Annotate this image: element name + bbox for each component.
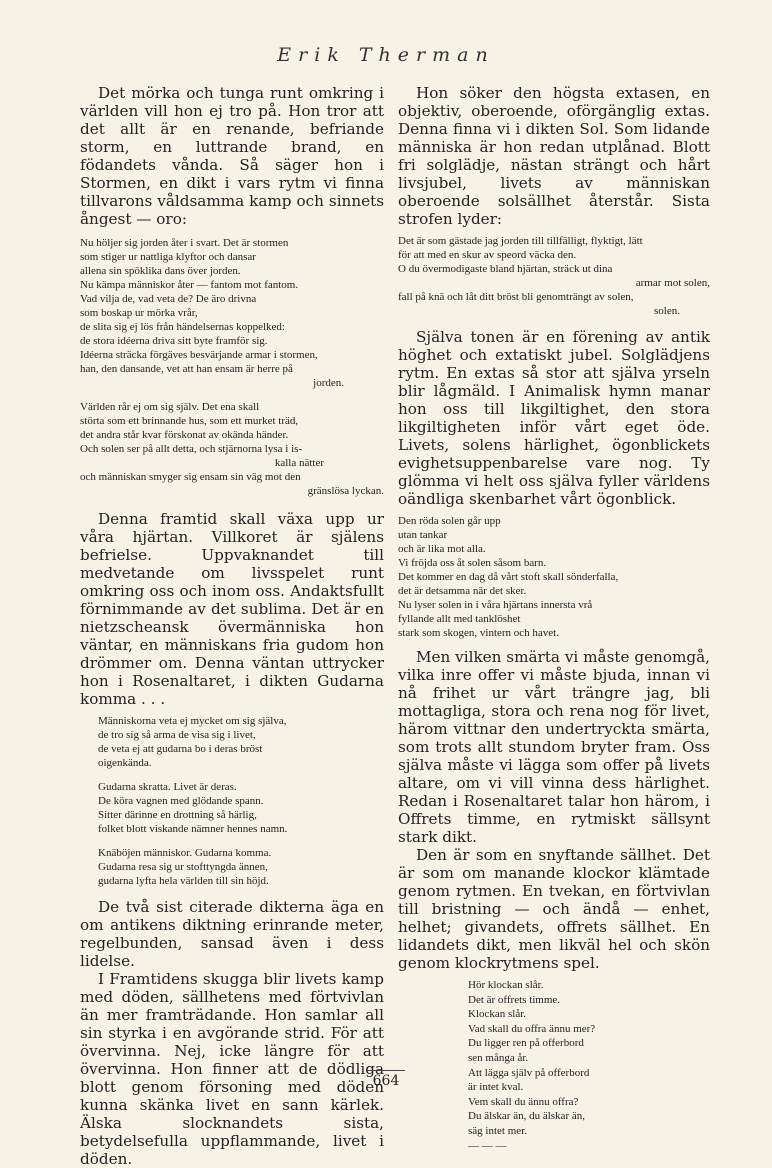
verse-line: säg intet mer. xyxy=(468,1124,527,1137)
running-header: Erik Therman xyxy=(277,44,495,66)
verse-line: Du ligger ren på offerbord xyxy=(468,1037,584,1050)
verse-line: Den röda solen går upp xyxy=(398,515,501,527)
verse-line: O du övermodigaste bland hjärtan, sträck ut dina xyxy=(398,263,613,275)
verse-line: Gudarna resa sig ur stofttyngda ännen, xyxy=(98,861,268,873)
verse-line: han, den dansande, vet att han ensam är herre på xyxy=(80,363,293,375)
verse-line: Det är offrets timme. xyxy=(468,993,561,1006)
verse-line: armar mot solen, xyxy=(635,277,710,289)
paragraph: Den är som en snyftande sällhet. Det är som om manande klockor klämtade genom rytmen. En tvekan, en förtvivlan till bristning — och ändå — enhet, helhet; givandets, offrets sällhet. En lidandets dikt, men likväl hel och skön genom klockrytmens spel. xyxy=(398,846,710,972)
verse-line: Sitter därinne en drottning så härlig, xyxy=(98,809,257,821)
paragraph: Det mörka och tunga runt omkring i världen vill hon ej tro på. Hon tror att det allt är en renande, befriande storm, en luttrande brand, en födandets vånda. Så säger hon i Stormen, en dikt i vars rytm vi finna tillvarons våldsamma kamp och sinnets ångest — oro: xyxy=(80,84,384,228)
verse-line: det andra står kvar förskonat av okända händer. xyxy=(80,429,289,441)
verse-line: de tro sig så arma de visa sig i livet, xyxy=(98,729,256,741)
paragraph: Hon söker den högsta extasen, en objektiv, oberoende, oförgänglig extas. Denna finna vi i dikten Sol. Som lidande människa är hon redan utplånad. Blott fri solglädje, nästan strängt och hårt livsjubel, livets av människan oberoende solsällhet återstår. Sista strofen lyder: xyxy=(398,84,710,228)
verse-line: folket blott viskande nämner hennes namn. xyxy=(98,823,288,835)
verse-line: gränslösa lyckan. xyxy=(307,485,384,497)
verse-line: som stiger ur nattliga klyftor och dansar xyxy=(80,251,256,263)
verse-line: sen många år. xyxy=(468,1051,529,1064)
verse-line: oigenkända. xyxy=(98,757,152,769)
paragraph: De två sist citerade dikterna äga en om antikens diktning erinrande meter, regelbunden, sansad även i dess lidelse. xyxy=(80,898,384,970)
verse-line: de veta ej att gudarna bo i deras bröst xyxy=(98,743,263,755)
verse-line: Hör klockan slår. xyxy=(468,979,544,991)
verse-line: och människan smyger sig ensam sin väg mot den xyxy=(80,471,301,483)
verse-line: Det är som gästade jag jorden till tillfälligt, flyktigt, lätt xyxy=(398,235,643,247)
verse-line: Och solen ser på allt detta, och stjärnorna lysa i is- xyxy=(80,443,303,455)
paragraph: Själva tonen är en förening av antik höghet och extatiskt jubel. Solglädjens rytm. En extas så stor att själva yrseln blir lågmäld. I Animalisk hymn manar hon oss till likgiltighet, den stora likgiltigheten inför vårt eget öde. Livets, solens härlighet, ögonblickets evighetsuppenbarelse vare nog. Ty glömma vi helt oss själva fyller världens oändliga skenbarhet vårt ögonblick. xyxy=(398,328,710,508)
verse-line: Världen rår ej om sig själv. Det ena skall xyxy=(80,401,260,413)
verse-line: Nu kämpa människor åter — fantom mot fantom. xyxy=(80,279,299,291)
verse-line: de stora idéerna driva sitt byte framför sig. xyxy=(80,335,268,347)
page-footer xyxy=(0,1070,772,1089)
verse-line: De köra vagnen med glödande spann. xyxy=(98,795,264,807)
verse-line: stark som skogen, vintern och havet. xyxy=(398,627,559,639)
verse-line: Gudarna skratta. Livet är deras. xyxy=(98,781,237,793)
verse-line: det är detsamma när det sker. xyxy=(398,585,527,597)
right-column xyxy=(398,84,710,1153)
verse-line: Nu höljer sig jorden åter i svart. Det är stormen xyxy=(80,237,289,249)
verse-line: Att lägga själv på offerbord xyxy=(468,1066,590,1079)
poem-gudarna-komma xyxy=(80,714,384,888)
verse-line: gudarna lyfta hela världen till sin höjd. xyxy=(98,875,269,887)
verse-line: Idéerna sträcka förgäves besvärjande armar i stormen, xyxy=(80,349,318,361)
verse-line: fall på knä och låt ditt bröst bli genomträngt av solen, xyxy=(398,291,634,303)
verse-line: och är lika mot alla. xyxy=(398,543,486,555)
verse-line: för att med en skur av speord väcka den. xyxy=(398,249,577,261)
page-number: 664 xyxy=(367,1070,406,1089)
verse-line: Vad vilja de, vad veta de? De äro drivna xyxy=(80,293,257,305)
paragraph: I Framtidens skugga blir livets kamp med döden, sällhetens med förtvivlan än mer framträdande. Hon samlar all sin styrka i en avgörande strid. För att övervinna. Nej, icke längre för att övervinna. Hon finner att de dödliga blott genom försoning med döden kunna skänka livet en sann kärlek. Älska slocknandets sista, betydelsefulla uppflammande, livet i döden. xyxy=(80,970,384,1168)
verse-line: Vi fröjda oss åt solen såsom barn. xyxy=(398,557,547,569)
verse-line: allena sin spöklika dans över jorden. xyxy=(80,265,241,277)
verse-line: jorden. xyxy=(313,377,344,389)
verse-line: Klockan slår. xyxy=(468,1008,527,1021)
verse-line: fyllande allt med tanklöshet xyxy=(398,613,521,625)
verse-line: utan tankar xyxy=(398,529,448,541)
verse-line: störta som ett brinnande hus, som ett murket träd, xyxy=(80,415,299,427)
verse-line: Du älskar än, du älskar än, xyxy=(468,1110,585,1123)
verse-line: Nu lyser solen in i våra hjärtans innersta vrå xyxy=(398,599,593,611)
verse-line: Det kommer en dag då vårt stoft skall sönderfalla, xyxy=(398,571,619,583)
poem-stormen xyxy=(80,236,384,498)
poem-offrets-timme xyxy=(398,978,710,1153)
verse-line: som boskap ur mörka vrår, xyxy=(80,307,198,319)
verse-line: Människorna veta ej mycket om sig själva, xyxy=(98,715,287,727)
verse-line: — — — xyxy=(468,1139,507,1152)
poem-sol xyxy=(398,234,710,318)
paragraph: Men vilken smärta vi måste genomgå, vilka inre offer vi måste bjuda, innan vi nå frihet ur vårt trängre jag, bli mottagliga, stora och rena nog för livet, härom vittnar den undertryckta smärta, som trots allt stundom bryter fram. Oss själva måste vi lägga som offer på livets altare, om vi vill vinna dess härlighet. Redan i Rosenaltaret talar hon härom, i Offrets timme, en rytmiskt sällsynt stark dikt. xyxy=(398,648,710,846)
poem-animalisk-hymn xyxy=(398,514,710,640)
verse-line: Knäböjen människor. Gudarna komma. xyxy=(98,847,272,859)
verse-line: kalla nätter xyxy=(274,457,324,469)
verse-line: de slita sig ej lös från händelsernas koppelked: xyxy=(80,321,285,333)
verse-line: är intet kval. xyxy=(468,1081,524,1094)
verse-line: Vem skall du ännu offra? xyxy=(468,1095,579,1108)
verse-line: solen. xyxy=(654,305,680,317)
paragraph: Denna framtid skall växa upp ur våra hjärtan. Villkoret är själens befrielse. Uppvaknandet till medvetande om livsspelet runt omkring oss och inom oss. Andaktsfullt förnimmande av det sublima. Det är en nietzscheansk övermänniska hon väntar, en människans fria gudom hon drömmer om. Denna väntan uttrycker hon i Rosenaltaret, i dikten Gudarna komma . . . xyxy=(80,510,384,708)
left-column xyxy=(80,84,384,1168)
verse-line: Vad skall du offra ännu mer? xyxy=(468,1022,596,1035)
